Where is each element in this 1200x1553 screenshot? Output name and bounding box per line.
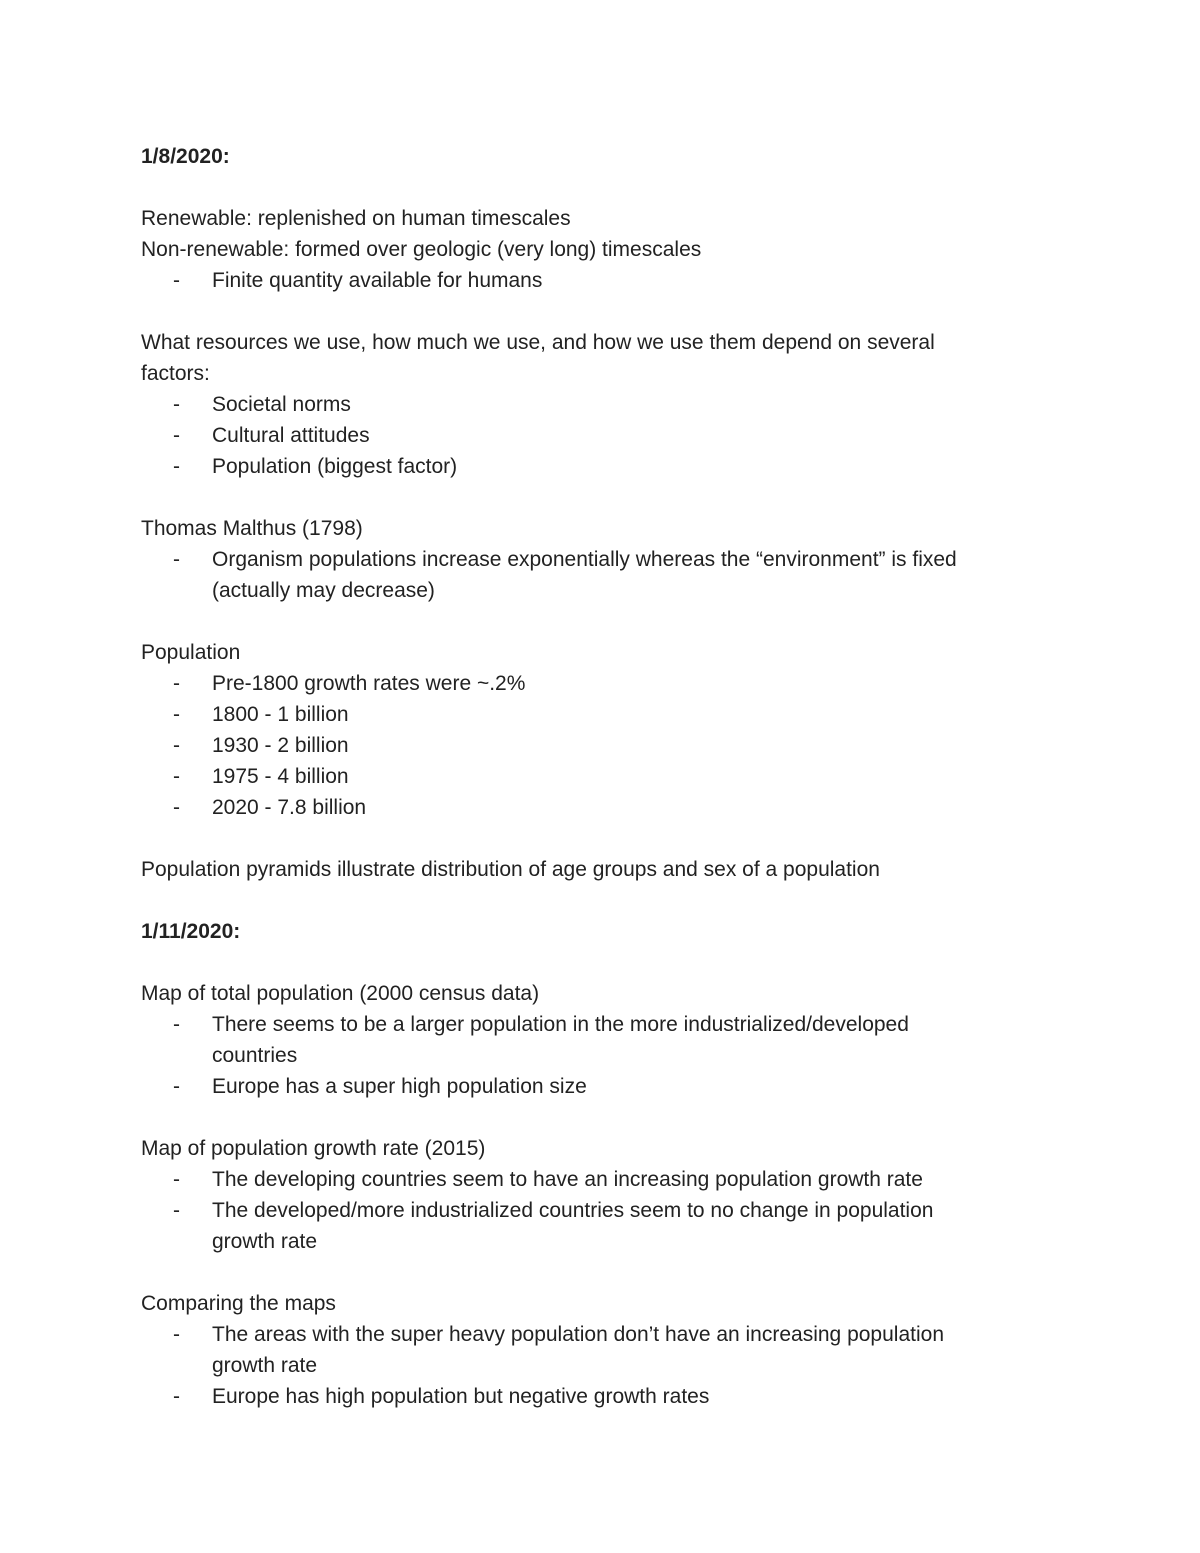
spacer [141, 296, 1061, 327]
list-item-text-line: There seems to be a larger population in the more industrialized/developed [212, 1013, 909, 1036]
spacer [141, 1257, 1061, 1288]
spacer [141, 947, 1061, 978]
bullet-dash: - [173, 734, 180, 757]
bullet-dash: - [173, 548, 180, 571]
list-item [141, 1195, 1061, 1257]
list-item [141, 1009, 1061, 1071]
list-item [141, 420, 1061, 451]
bullet-dash: - [173, 1199, 180, 1222]
nonrenewable-definition: Non-renewable: formed over geologic (very long) timescales [141, 238, 702, 261]
list-item-text: 1930 - 2 billion [212, 734, 349, 757]
comparing-heading: Comparing the maps [141, 1292, 336, 1315]
list-item [141, 761, 1061, 792]
section-date-2: 1/11/2020: [141, 920, 241, 943]
spacer [141, 482, 1061, 513]
list-item-text: Finite quantity available for humans [212, 269, 543, 292]
list-item [141, 1319, 1061, 1381]
list-item [141, 1381, 1061, 1412]
bullet-dash: - [173, 1013, 180, 1036]
list-item [141, 389, 1061, 420]
list-item-text: Europe has high population but negative growth rates [212, 1385, 710, 1408]
section-date-1: 1/8/2020: [141, 145, 230, 168]
bullet-dash: - [173, 269, 180, 292]
list-item [141, 451, 1061, 482]
spacer [141, 885, 1061, 916]
bullet-dash: - [173, 1385, 180, 1408]
list-item-text-line: growth rate [212, 1230, 318, 1253]
list-item [141, 265, 1061, 296]
list-item [141, 1164, 1061, 1195]
spacer [141, 1102, 1061, 1133]
list-item-text-line: Organism populations increase exponentially whereas the “environment” is fixed [212, 548, 957, 571]
list-item [141, 792, 1061, 823]
bullet-dash: - [173, 765, 180, 788]
bullet-dash: - [173, 455, 180, 478]
map-growth-heading: Map of population growth rate (2015) [141, 1137, 486, 1160]
bullet-dash: - [173, 1323, 180, 1346]
list-item-text-line: growth rate [212, 1354, 318, 1377]
list-item-text: Cultural attitudes [212, 424, 370, 447]
list-item-text: Population (biggest factor) [212, 455, 458, 478]
spacer [141, 823, 1061, 854]
document-page [141, 141, 1061, 1412]
list-item-text: The developing countries seem to have an increasing population growth rate [212, 1168, 923, 1191]
malthus-heading: Thomas Malthus (1798) [141, 517, 363, 540]
bullet-dash: - [173, 796, 180, 819]
list-item-text-line: countries [212, 1044, 298, 1067]
bullet-dash: - [173, 672, 180, 695]
pyramids-paragraph: Population pyramids illustrate distribution of age groups and sex of a population [141, 858, 880, 881]
list-item [141, 668, 1061, 699]
list-item-text: 1975 - 4 billion [212, 765, 349, 788]
bullet-dash: - [173, 393, 180, 416]
list-item [141, 699, 1061, 730]
resources-paragraph-line: factors: [141, 362, 210, 385]
bullet-dash: - [173, 703, 180, 726]
resources-paragraph-line: What resources we use, how much we use, and how we use them depend on several [141, 331, 935, 354]
spacer [141, 172, 1061, 203]
population-heading: Population [141, 641, 241, 664]
list-item [141, 544, 1061, 606]
list-item-text: Societal norms [212, 393, 351, 416]
list-item-text: 2020 - 7.8 billion [212, 796, 367, 819]
list-item-text-line: The developed/more industrialized countries seem to no change in population [212, 1199, 934, 1222]
renewable-definition: Renewable: replenished on human timescales [141, 207, 571, 230]
bullet-dash: - [173, 1075, 180, 1098]
spacer [141, 606, 1061, 637]
list-item [141, 1071, 1061, 1102]
list-item-text: Pre-1800 growth rates were ~.2% [212, 672, 526, 695]
list-item [141, 730, 1061, 761]
list-item-text-line: The areas with the super heavy population don’t have an increasing population [212, 1323, 944, 1346]
list-item-text-line: (actually may decrease) [212, 579, 435, 602]
bullet-dash: - [173, 424, 180, 447]
bullet-dash: - [173, 1168, 180, 1191]
list-item-text: Europe has a super high population size [212, 1075, 587, 1098]
map-total-heading: Map of total population (2000 census data) [141, 982, 540, 1005]
list-item-text: 1800 - 1 billion [212, 703, 349, 726]
